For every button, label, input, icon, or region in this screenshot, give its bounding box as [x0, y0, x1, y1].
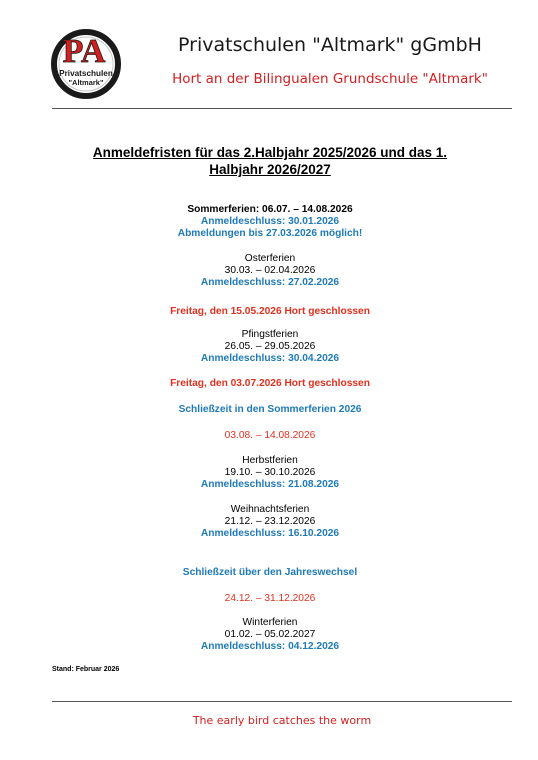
- herbstferien-dates: 19.10. – 30.10.2026: [224, 467, 316, 478]
- osterferien-dates: 30.03. – 02.04.2026: [224, 265, 316, 276]
- winterferien-dates: 01.02. – 05.02.2027: [224, 629, 316, 640]
- closed-day-1: Freitag, den 15.05.2026 Hort geschlossen: [170, 306, 370, 317]
- year-end-closure-dates: 24.12. – 31.12.2026: [224, 593, 316, 604]
- weihnachtsferien-block: [60, 504, 480, 540]
- document-date-stamp: Stand: Februar 2026: [52, 666, 120, 673]
- herbstferien-block: [60, 455, 480, 491]
- footer-divider: [52, 701, 512, 702]
- summer-closure-heading-block: [60, 404, 480, 416]
- pfingstferien-deadline: Anmeldeschluss: 30.04.2026: [200, 353, 340, 364]
- logo-monogram: PA: [62, 33, 106, 70]
- closed-day-2-block: [60, 378, 480, 390]
- header-divider: [52, 108, 512, 109]
- herbstferien-name: Herbstferien: [242, 455, 298, 466]
- pfingstferien-name: Pfingstferien: [241, 329, 299, 340]
- sommerferien-note: Abmeldungen bis 27.03.2026 möglich!: [177, 228, 363, 239]
- herbstferien-deadline: Anmeldeschluss: 21.08.2026: [200, 479, 340, 490]
- summer-closure-dates: 03.08. – 14.08.2026: [224, 430, 316, 441]
- osterferien-block: [60, 253, 480, 289]
- pfingstferien-dates: 26.05. – 29.05.2026: [224, 341, 316, 352]
- logo-text-top: Privatschulen: [59, 69, 113, 78]
- weihnachtsferien-deadline: Anmeldeschluss: 16.10.2026: [200, 528, 340, 539]
- document-title-line-1: Anmeldefristen für das 2.Halbjahr 2025/2026 und das 1.: [92, 145, 448, 160]
- year-end-closure-dates-block: [60, 593, 480, 605]
- osterferien-deadline: Anmeldeschluss: 27.02.2026: [200, 277, 340, 288]
- summer-closure-dates-block: [60, 430, 480, 442]
- document-title-line-2: Halbjahr 2026/2027: [209, 162, 331, 177]
- sommerferien-deadline: Anmeldeschluss: 30.01.2026: [200, 216, 340, 227]
- closed-day-2: Freitag, den 03.07.2026 Hort geschlossen: [170, 378, 370, 389]
- year-end-closure-heading-block: [60, 567, 480, 579]
- logo-text-bottom: "Altmark": [68, 78, 104, 87]
- year-end-closure-heading: Schließzeit über den Jahreswechsel: [182, 567, 358, 578]
- weihnachtsferien-dates: 21.12. – 23.12.2026: [224, 516, 316, 527]
- organization-subtitle: Hort an der Bilingualen Grundschule "Altmark": [172, 71, 488, 87]
- sommerferien-block: [60, 204, 480, 240]
- summer-closure-heading: Schließzeit in den Sommerferien 2026: [178, 404, 362, 415]
- document-title: [60, 144, 480, 178]
- company-logo: [50, 24, 122, 100]
- winterferien-block: [60, 617, 480, 653]
- osterferien-name: Osterferien: [244, 253, 296, 264]
- winterferien-name: Winterferien: [242, 617, 298, 628]
- winterferien-deadline: Anmeldeschluss: 04.12.2026: [200, 641, 340, 652]
- weihnachtsferien-name: Weihnachtsferien: [230, 504, 310, 515]
- closed-day-1-block: [60, 306, 480, 318]
- pfingstferien-block: [60, 329, 480, 365]
- organization-title: Privatschulen "Altmark" gGmbH: [178, 34, 482, 56]
- footer-slogan: The early bird catches the worm: [192, 714, 372, 727]
- sommerferien-heading: Sommerferien: 06.07. – 14.08.2026: [187, 204, 353, 215]
